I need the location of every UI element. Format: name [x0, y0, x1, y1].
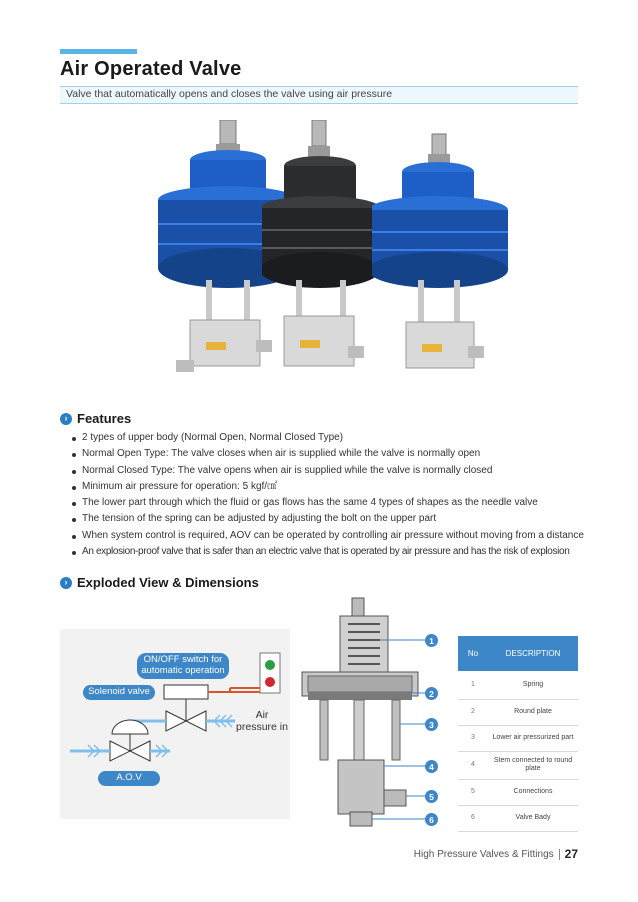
feature-item: Minimum air pressure for operation: 5 kgf/㎠ [72, 479, 592, 495]
row-no: 2 [458, 699, 488, 725]
solenoid-label: Solenoid valve [83, 685, 155, 700]
title-accent-bar [60, 49, 137, 54]
feature-item: 2 types of upper body (Normal Open, Normal Closed Type) [72, 430, 592, 446]
row-description: Connections [488, 779, 578, 805]
page-number: 27 [564, 847, 578, 861]
exploded-heading-label: Exploded View & Dimensions [77, 575, 259, 590]
product-photo-blue-2 [372, 120, 532, 400]
page-title: Air Operated Valve [60, 58, 242, 80]
header-description: DESCRIPTION [488, 636, 578, 671]
feature-item: The lower part through which the fluid or gas flows has the same 4 types of shapes as the needle valve [72, 495, 592, 511]
row-description: Valve Bady [488, 805, 578, 831]
callout-4: 4 [425, 760, 438, 773]
feature-item: When system control is required, AOV can be operated by controlling air pressure without moving from a distance [72, 528, 592, 544]
row-no: 5 [458, 779, 488, 805]
feature-item: Normal Closed Type: The valve opens when air is supplied while the valve is normally closed [72, 463, 592, 479]
callout-2: 2 [425, 687, 438, 700]
callout-1: 1 [425, 634, 438, 647]
table-header-row [458, 636, 578, 671]
valve-cross-section [300, 590, 450, 840]
callout-5: 5 [425, 790, 438, 803]
aov-label: A.O.V [98, 771, 160, 786]
callout-6: 6 [425, 813, 438, 826]
table-row [458, 751, 578, 779]
parts-table [458, 636, 578, 832]
table-row [458, 725, 578, 751]
row-description: Stem connected to round plate [488, 751, 578, 779]
table-row [458, 805, 578, 831]
row-no: 3 [458, 725, 488, 751]
row-description: Lower air pressurized part [488, 725, 578, 751]
exploded-heading [60, 575, 259, 590]
header-no: No [458, 636, 488, 671]
feature-item: Normal Open Type: The valve closes when air is supplied while the valve is normally open [72, 446, 592, 462]
chevron-right-icon: › [60, 577, 72, 589]
features-list [72, 430, 592, 560]
page-footer [414, 847, 578, 861]
air-pressure-label: Air pressure in [236, 709, 288, 734]
callout-3: 3 [425, 718, 438, 731]
features-heading-label: Features [77, 411, 132, 426]
table-row [458, 671, 578, 699]
chevron-right-icon: › [60, 413, 72, 425]
table-row [458, 779, 578, 805]
features-heading [60, 411, 131, 426]
footer-divider [559, 849, 560, 860]
row-no: 1 [458, 671, 488, 699]
subtitle-banner [60, 86, 578, 104]
table-row [458, 699, 578, 725]
row-description: Spring [488, 671, 578, 699]
row-description: Round plate [488, 699, 578, 725]
switch-label: ON/OFF switch for automatic operation [137, 653, 229, 679]
row-no: 4 [458, 751, 488, 779]
feature-item: An explosion-proof valve that is safer than an electric valve that is operated by air pressure and has the risk of explosion [72, 544, 592, 560]
feature-item: The tension of the spring can be adjusted by adjusting the bolt on the upper part [72, 511, 592, 527]
page-subtitle: Valve that automatically opens and closes the valve using air pressure [66, 88, 393, 100]
footer-text: High Pressure Valves & Fittings [413, 848, 554, 860]
control-schematic [60, 629, 290, 819]
row-no: 6 [458, 805, 488, 831]
